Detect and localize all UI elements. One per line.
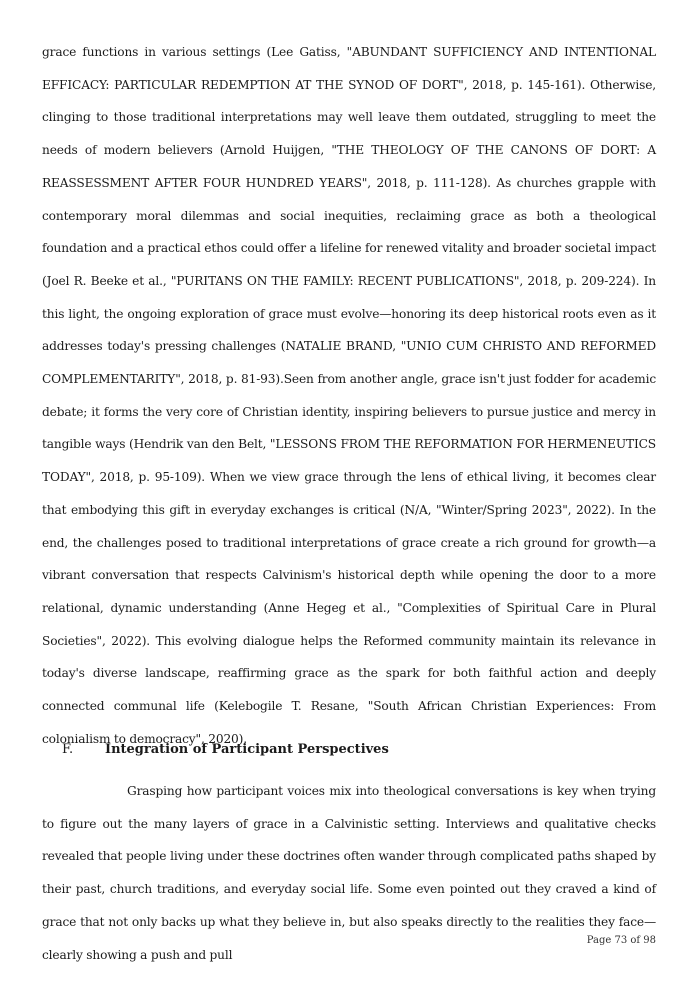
- section-heading: [62, 740, 389, 760]
- page-number: Page 73 of 98: [586, 935, 656, 946]
- section-title: Integration of Participant Perspectives: [105, 742, 389, 757]
- body-paragraph-participant-voices: Grasping how participant voices mix into theological conversations is key when trying to figure out the many layers of grace in a Calvinistic setting. Interviews and qualitative checks revealed that people living under these doctrines often wander through complicated paths shaped by their past, church traditions, and everyday social life. Some even pointed out they craved a kind of grace that not only backs up what they believe in, but also speaks directly to the realities they face—clearly showing a push and pull: [42, 784, 656, 962]
- body-paragraph-grace-functions: grace functions in various settings (Lee Gatiss, "ABUNDANT SUFFICIENCY AND INTENTIONAL EFFICACY: PARTICULAR REDEMPTION AT THE SYNOD OF DORT", 2018, p. 145-161). Otherwise, clinging to those traditional interpretations may well leave them outdated, struggling to meet the needs of modern believers (Arnold Huijgen, "THE THEOLOGY OF THE CANONS OF DORT: A REASSESSMENT AFTER FOUR HUNDRED YEARS", 2018, p. 111-128). As churches grapple with contemporary moral dilemmas and social inequities, reclaiming grace as both a theological foundation and a practical ethos could offer a lifeline for renewed vitality and broader societal impact (Joel R. Beeke et al., "PURITANS ON THE FAMILY: RECENT PUBLICATIONS", 2018, p. 209-224). In this light, the ongoing exploration of grace must evolve—honoring its deep historical roots even as it addresses today's pressing challenges (NATALIE BRAND, "UNIO CUM CHRISTO AND REFORMED COMPLEMENTARITY", 2018, p. 81-93).Seen from another angle, grace isn't just fodder for academic debate; it forms the very core of Christian identity, inspiring believers to pursue justice and mercy in tangible ways (Hendrik van den Belt, "LESSONS FROM THE REFORMATION FOR HERMENEUTICS TODAY", 2018, p. 95-109). When we view grace through the lens of ethical living, it becomes clear that embodying this gift in everyday exchanges is critical (N/A, "Winter/Spring 2023", 2022). In the end, the challenges posed to traditional interpretations of grace create a rich ground for growth—a vibrant conversation that respects Calvinism's historical depth while opening the door to a more relational, dynamic understanding (Anne Hegeg et al., "Complexities of Spiritual Care in Plural Societies", 2022). This evolving dialogue helps the Reformed community maintain its relevance in today's diverse landscape, reaffirming grace as the spark for both faithful action and deeply connected communal life (Kelebogile T. Resane, "South African Christian Experiences: From colonialism to democracy", 2020).: [42, 45, 656, 746]
- section-letter: F.: [62, 742, 74, 757]
